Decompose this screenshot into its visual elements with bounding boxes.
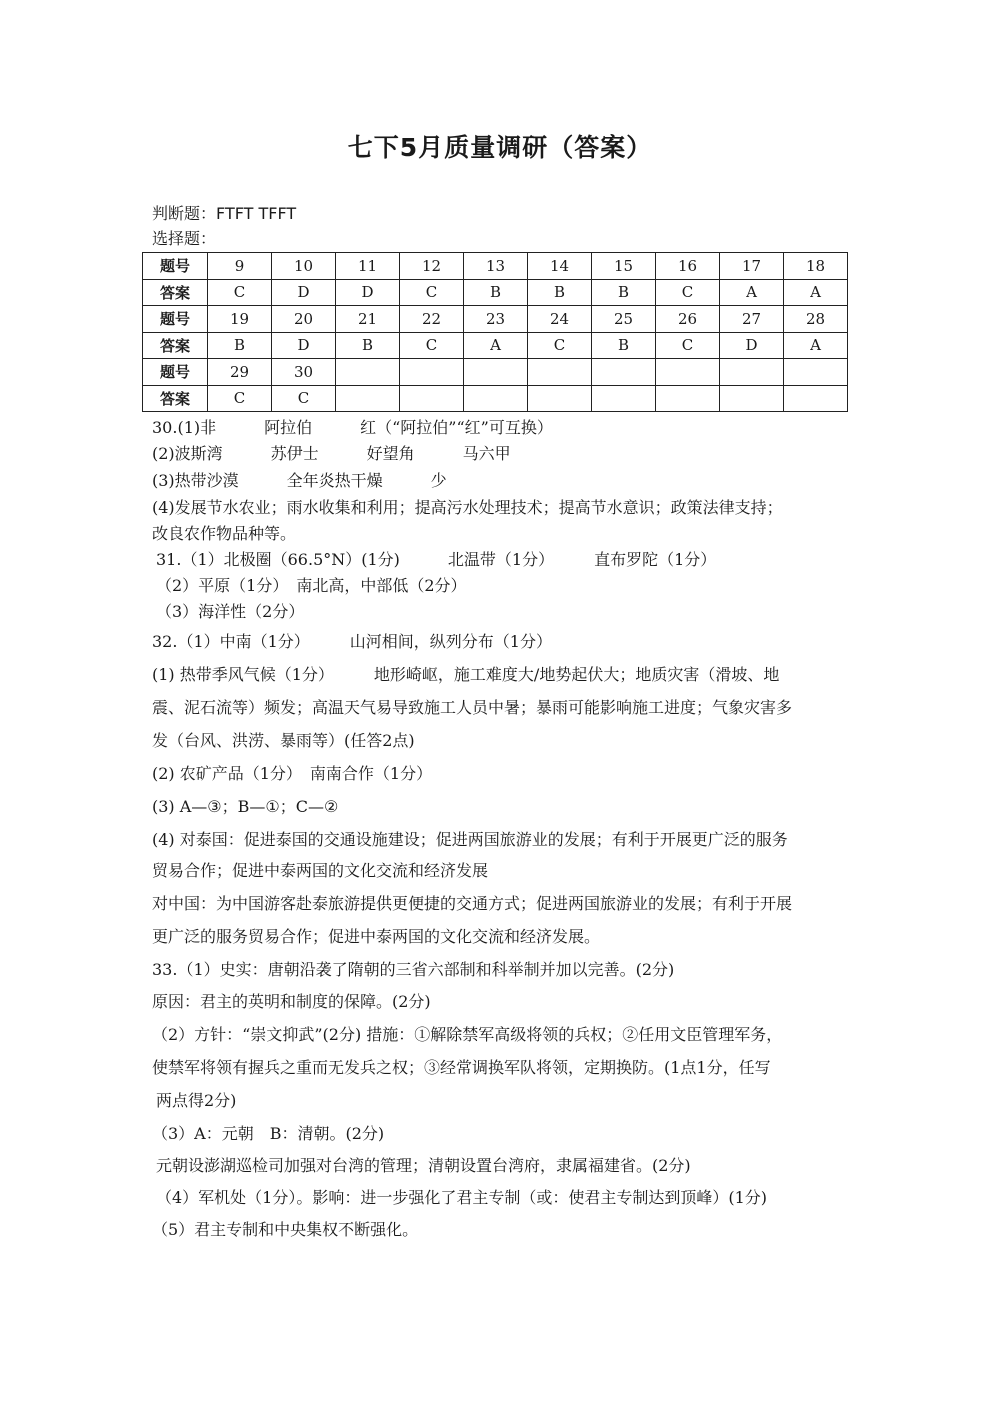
answer-line: 31.（1）北极圈（66.5°N）(1分) 北温带（1分） 直布罗陀（1分）	[156, 550, 717, 569]
table-cell: C	[656, 279, 720, 306]
table-cell: 10	[272, 253, 336, 280]
table-cell	[528, 385, 592, 412]
answer-table	[142, 252, 848, 412]
table-cell: 21	[336, 306, 400, 333]
table-cell: 25	[592, 306, 656, 333]
table-cell: A	[464, 332, 528, 359]
table-cell: 15	[592, 253, 656, 280]
table-cell	[656, 359, 720, 386]
table-cell: B	[464, 279, 528, 306]
table-row	[143, 306, 848, 333]
table-cell: 14	[528, 253, 592, 280]
table-cell: 19	[208, 306, 272, 333]
answer-line: 两点得2分)	[156, 1091, 237, 1110]
table-cell: C	[208, 385, 272, 412]
row-header: 题号	[143, 306, 208, 333]
table-cell: B	[592, 279, 656, 306]
answer-line: 32.（1）中南（1分） 山河相间，纵列分布（1分）	[152, 632, 552, 651]
table-cell: 30	[272, 359, 336, 386]
judgment-line	[152, 204, 296, 224]
table-cell	[592, 359, 656, 386]
answer-line: 33.（1）史实：唐朝沿袭了隋朝的三省六部制和科举制并加以完善。(2分)	[152, 960, 675, 979]
answer-line: 30.(1)非 阿拉伯 红（“阿拉伯”“红”可互换）	[152, 418, 553, 437]
table-cell: A	[720, 279, 784, 306]
judgment-label: 判断题：	[152, 204, 217, 223]
table-row	[143, 385, 848, 412]
answer-line: (4) 对泰国：促进泰国的交通设施建设；促进两国旅游业的发展；有利于开展更广泛的服务	[152, 830, 788, 849]
row-header: 答案	[143, 385, 208, 412]
table-cell: A	[784, 279, 848, 306]
table-cell: B	[208, 332, 272, 359]
table-cell: 26	[656, 306, 720, 333]
answer-line: （3）海洋性（2分）	[156, 602, 305, 621]
table-cell: 27	[720, 306, 784, 333]
table-cell: C	[528, 332, 592, 359]
table-cell	[336, 359, 400, 386]
table-cell: 18	[784, 253, 848, 280]
table-cell	[720, 385, 784, 412]
answer-line: 更广泛的服务贸易合作；促进中泰两国的文化交流和经济发展。	[152, 927, 601, 946]
table-cell: 23	[464, 306, 528, 333]
answer-line: 原因：君主的英明和制度的保障。(2分)	[152, 992, 431, 1011]
table-cell	[528, 359, 592, 386]
answer-line: 贸易合作；促进中泰两国的文化交流和经济发展	[152, 861, 489, 880]
answer-line: （2）平原（1分） 南北高，中部低（2分）	[156, 576, 467, 595]
table-cell	[784, 385, 848, 412]
row-header: 答案	[143, 279, 208, 306]
table-cell: C	[272, 385, 336, 412]
answer-line: 对中国：为中国游客赴泰旅游提供更便捷的交通方式；促进两国旅游业的发展；有利于开展	[152, 894, 793, 913]
answer-line: (3)热带沙漠 全年炎热干燥 少	[152, 471, 447, 490]
table-cell: 22	[400, 306, 464, 333]
table-cell	[400, 359, 464, 386]
table-cell	[656, 385, 720, 412]
answer-line: 元朝设澎湖巡检司加强对台湾的管理；清朝设置台湾府，隶属福建省。(2分)	[156, 1156, 691, 1175]
answer-line: （2）方针：“崇文抑武”(2分) 措施：①解除禁军高级将领的兵权；②任用文臣管理军务，	[152, 1025, 783, 1044]
table-cell: 24	[528, 306, 592, 333]
table-cell: D	[336, 279, 400, 306]
row-header: 题号	[143, 253, 208, 280]
table-cell: C	[400, 332, 464, 359]
table-cell: 16	[656, 253, 720, 280]
table-cell: C	[656, 332, 720, 359]
answer-line: 发（台风、洪涝、暴雨等）(任答2点)	[152, 731, 415, 750]
answer-line: 改良农作物品种等。	[152, 524, 297, 543]
table-cell	[400, 385, 464, 412]
table-cell: 28	[784, 306, 848, 333]
answer-line: (1) 热带季风气候（1分） 地形崎岖，施工难度大/地势起伏大；地质灾害（滑坡、地	[152, 665, 780, 684]
answer-line: （5）君主专制和中央集权不断强化。	[152, 1220, 419, 1239]
row-header: 答案	[143, 332, 208, 359]
table-cell: B	[528, 279, 592, 306]
table-cell: C	[400, 279, 464, 306]
table-cell: B	[592, 332, 656, 359]
page-title: 七下5月质量调研（答案）	[347, 133, 653, 162]
answer-line: （4）军机处（1分）。影响：进一步强化了君主专制（或：使君主专制达到顶峰）(1分)	[156, 1188, 768, 1207]
answer-line: (2) 农矿产品（1分） 南南合作（1分）	[152, 764, 433, 783]
table-row	[143, 279, 848, 306]
row-header: 题号	[143, 359, 208, 386]
table-cell: B	[336, 332, 400, 359]
table-cell: 20	[272, 306, 336, 333]
judgment-answers: FTFT TFFT	[216, 204, 297, 223]
answer-line: 使禁军将领有握兵之重而无发兵之权；③经常调换军队将领，定期换防。(1点1分，任写	[152, 1058, 771, 1077]
table-cell	[784, 359, 848, 386]
table-cell	[592, 385, 656, 412]
table-row	[143, 253, 848, 280]
table-cell: 13	[464, 253, 528, 280]
table-cell: D	[272, 279, 336, 306]
table-row	[143, 332, 848, 359]
answer-line: 震、泥石流等）频发；高温天气易导致施工人员中暑；暴雨可能影响施工进度；气象灾害多	[152, 698, 793, 717]
choice-label: 选择题：	[152, 229, 217, 248]
table-row	[143, 359, 848, 386]
answer-line: (3) A—③；B—①；C—②	[152, 797, 339, 816]
table-cell: D	[272, 332, 336, 359]
table-cell	[464, 385, 528, 412]
table-cell	[720, 359, 784, 386]
answer-line: (4)发展节水农业；雨水收集和利用；提高污水处理技术；提高节水意识；政策法律支持；	[152, 498, 783, 517]
table-cell: C	[208, 279, 272, 306]
answer-line: (2)波斯湾 苏伊士 好望角 马六甲	[152, 444, 511, 463]
table-cell: 9	[208, 253, 272, 280]
table-cell	[336, 385, 400, 412]
table-cell: 29	[208, 359, 272, 386]
table-cell: D	[720, 332, 784, 359]
table-cell: 11	[336, 253, 400, 280]
table-cell	[464, 359, 528, 386]
table-cell: 17	[720, 253, 784, 280]
answer-line: （3）A：元朝 B：清朝。(2分)	[152, 1124, 385, 1143]
table-cell: 12	[400, 253, 464, 280]
table-cell: A	[784, 332, 848, 359]
